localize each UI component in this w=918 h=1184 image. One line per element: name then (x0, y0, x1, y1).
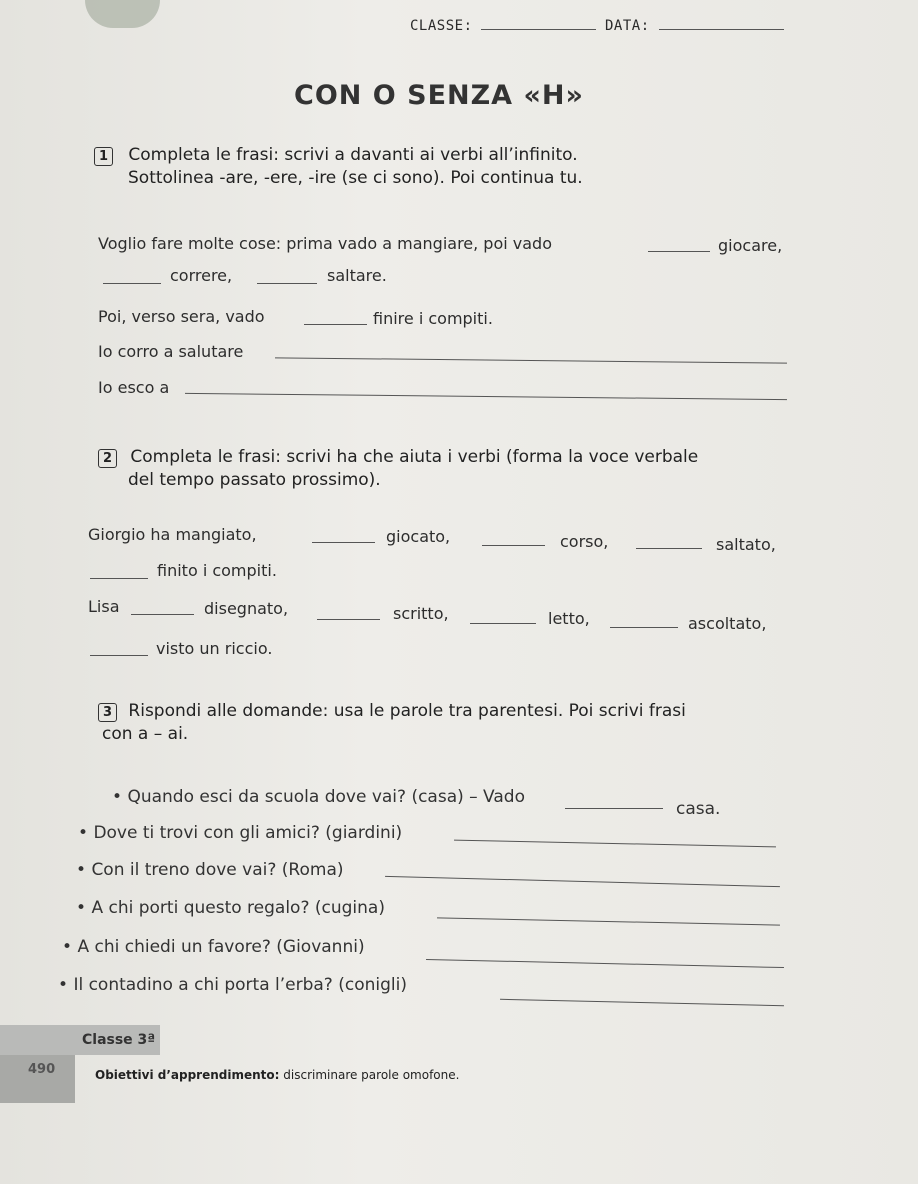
ex2-corso: corso, (560, 532, 609, 551)
ex3-line-2[interactable] (454, 840, 776, 848)
exercise-2-instructions (98, 446, 698, 492)
ex2-blank-3[interactable] (636, 548, 702, 549)
ex1-sentence-1-end: giocare, (718, 236, 783, 255)
ex3-question-3: • Con il treno dove vai? (Roma) (76, 860, 344, 880)
ex1-line-5[interactable] (185, 393, 787, 400)
ex2-blank-9[interactable] (90, 655, 148, 656)
ex1-correre: correre, (170, 266, 233, 285)
ex2-blank-2[interactable] (482, 545, 545, 546)
ex2-blank-7[interactable] (470, 623, 536, 624)
class-label: CLASSE: (410, 18, 473, 34)
ex3-line-5[interactable] (426, 959, 784, 968)
objectives-note (95, 1068, 459, 1082)
ex3-question-5: • A chi chiedi un favore? (Giovanni) (62, 937, 365, 957)
ex3-question-6: • Il contadino a chi porta l’erba? (conigli) (58, 975, 407, 995)
exercise-2-instr-line2: del tempo passato prossimo). (128, 470, 381, 490)
ex2-blank-4[interactable] (90, 578, 148, 579)
ex2-giorgio: Giorgio ha mangiato, (88, 525, 257, 544)
exercise-3-number: 3 (98, 703, 117, 722)
ex1-blank-4[interactable] (304, 324, 367, 325)
exercise-2-number: 2 (98, 449, 117, 468)
exercise-1-instructions (94, 144, 583, 190)
ex3-line-6[interactable] (500, 999, 784, 1006)
ex3-line-4[interactable] (437, 917, 780, 925)
exercise-3-instructions (98, 700, 686, 746)
exercise-3-instr-line1: Rispondi alle domande: usa le parole tra parentesi. Poi scrivi frasi (128, 701, 686, 721)
ex2-saltato: saltato, (716, 535, 776, 554)
ex3-question-1: • Quando esci da scuola dove vai? (casa) – Vado (112, 787, 525, 807)
date-field (605, 18, 784, 34)
ex3-line-3[interactable] (385, 876, 780, 887)
date-label: DATA: (605, 18, 650, 34)
ex2-finito: finito i compiti. (157, 561, 277, 580)
ex1-line-4[interactable] (275, 357, 787, 363)
ex2-visto: visto un riccio. (156, 639, 273, 658)
ex2-giocato: giocato, (386, 527, 451, 546)
class-blank[interactable] (481, 29, 596, 30)
ex1-sentence-5: Io esco a (98, 378, 170, 397)
ex1-sentence-1: Voglio fare molte cose: prima vado a mangiare, poi vado (98, 234, 552, 253)
ex2-blank-6[interactable] (317, 619, 380, 620)
exercise-1-number: 1 (94, 147, 113, 166)
ex3-q2-text: Dove ti trovi con gli amici? (giardini) (93, 823, 403, 843)
ex1-sentence-3: Poi, verso sera, vado (98, 307, 265, 326)
ex1-blank-1[interactable] (648, 251, 710, 252)
ex3-question-4: • A chi porti questo regalo? (cugina) (76, 898, 385, 918)
ex3-question-2: • Dove ti trovi con gli amici? (giardini) (78, 823, 403, 843)
ex2-disegnato: disegnato, (204, 599, 289, 618)
ex2-ascoltato: ascoltato, (688, 614, 767, 633)
ex3-q1-end: casa. (676, 799, 721, 819)
ex1-blank-3[interactable] (257, 283, 317, 284)
date-blank[interactable] (659, 29, 784, 30)
ex3-q6-text: Il contadino a chi porta l’erba? (conigli) (73, 975, 407, 995)
class-tag: Classe 3ª (82, 1032, 156, 1048)
page-title: CON O SENZA «H» (294, 80, 584, 111)
ex3-q5-text: A chi chiedi un favore? (Giovanni) (77, 937, 365, 957)
objectives-text: discriminare parole omofone. (283, 1068, 460, 1082)
exercise-1-instr-line1: Completa le frasi: scrivi a davanti ai verbi all’infinito. (128, 145, 578, 165)
ex3-q3-text: Con il treno dove vai? (Roma) (91, 860, 344, 880)
exercise-1-instr-line2: Sottolinea -are, -ere, -ire (se ci sono). Poi continua tu. (128, 168, 583, 188)
ex2-lisa: Lisa (88, 597, 120, 616)
ex1-sentence-4: Io corro a salutare (98, 342, 244, 361)
class-field (410, 18, 596, 34)
ex1-finire: finire i compiti. (373, 309, 493, 328)
ex2-letto: letto, (548, 609, 590, 628)
ex3-blank-1[interactable] (565, 808, 663, 809)
ex1-blank-2[interactable] (103, 283, 161, 284)
ex2-scritto: scritto, (393, 604, 449, 623)
page-number: 490 (28, 1062, 56, 1077)
ex2-blank-1[interactable] (312, 542, 375, 543)
ex2-blank-8[interactable] (610, 627, 678, 628)
ex3-q4-text: A chi porti questo regalo? (cugina) (91, 898, 385, 918)
ex3-q1-text: Quando esci da scuola dove vai? (casa) – Vado (127, 787, 525, 807)
decorative-illustration (85, 0, 160, 28)
exercise-3-instr-line2: con a – ai. (102, 724, 189, 744)
ex2-blank-5[interactable] (131, 614, 194, 615)
objectives-label: Obiettivi d’apprendimento: (95, 1068, 280, 1082)
exercise-2-instr-line1: Completa le frasi: scrivi ha che aiuta i verbi (forma la voce verbale (130, 447, 699, 467)
ex1-saltare: saltare. (327, 266, 387, 285)
